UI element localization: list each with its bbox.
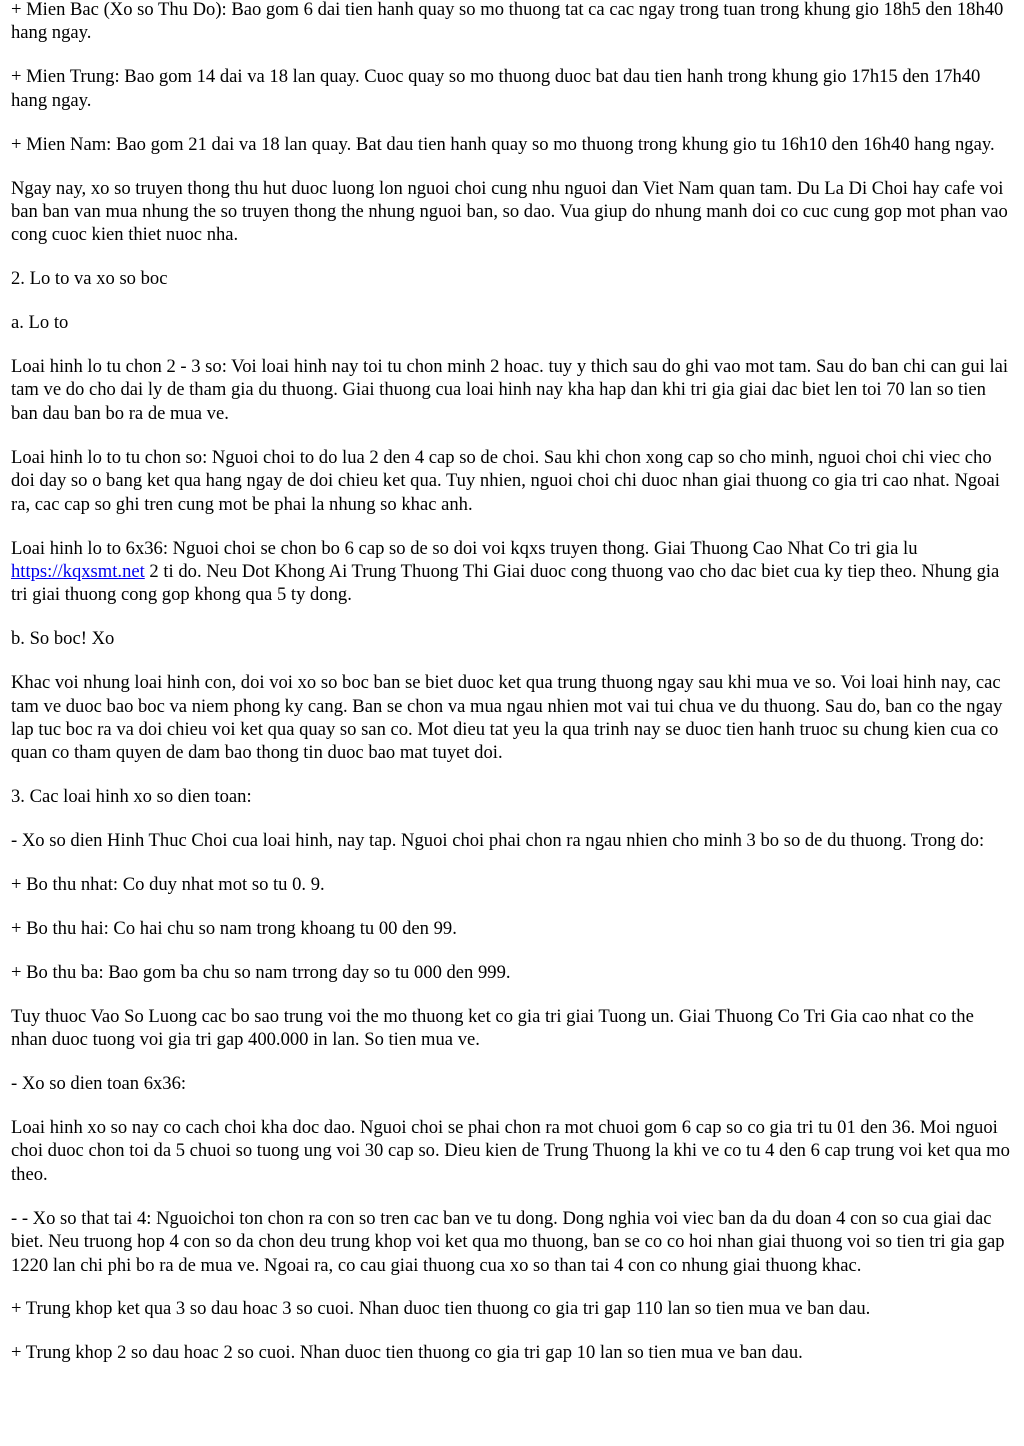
paragraph-ngay-nay: Ngay nay, xo so truyen thong thu hut duoc luong lon nguoi choi cung nhu nguoi dan Viet Nam quan tam. Du La Di Choi hay cafe voi ban ban van mua nhung the so truyen thong the nhung nguoi ban, so dao. Vua giup do nhung manh doi co cuc cung gop mot phan vao cong cuoc kien thiet nuoc nha. [11, 177, 1008, 246]
link-paragraph-after: 2 ti do. Neu Dot Khong Ai Trung Thuong Thi Giai duoc cong thuong vao cho dac biet cua ky tiep theo. Nhung gia tri giai thuong cong gop khong qua 5 ty dong. [11, 560, 1000, 606]
paragraph-lo-to-6x36 [11, 537, 1012, 607]
subheading-dien-toan-6x36: - Xo so dien toan 6x36: [11, 1073, 187, 1095]
paragraph-mien-bac: + Mien Bac (Xo so Thu Do): Bao gom 6 dai tien hanh quay so mo thuong tat ca cac ngay trong tuan trong khung gio 18h5 den 18h40 hang ngay. [11, 0, 1004, 44]
list-item-trung-2-so: + Trung khop 2 so dau hoac 2 so cuoi. Nhan duoc tien thuong co gia tri gap 10 lan so tien mua ve ban dau. [11, 1342, 803, 1364]
paragraph-lo-tu-chon-2-3: Loai hinh lo tu chon 2 - 3 so: Voi loai hinh nay toi tu chon minh 2 hoac. tuy y thich sau do ghi vao mot tam. Sau do ban chi can gui lai tam ve do cho dai ly de tham gia du thuong. Giai thuong cua loai hinh nay kha hap dan khi tri gia giai dac biet len toi 70 lan so tien ban dau ban bo ra de mua ve. [11, 356, 1009, 424]
paragraph-than-tai-4: - - Xo so that tai 4: Nguoichoi ton chon ra con so tren cac ban ve tu dong. Dong nghia voi viec ban da du doan 4 con so cua giai dac biet. Neu truong hop 4 con so da chon deu trung khop voi ket qua mo thuong, ban se co co hoi nhan giai thuong voi so tien tri gia gap 1220 lan chi phi bo ra de mua ve. Ngoai ra, co cau giai thuong cua xo so than tai 4 con co nhung giai thuong khac. [11, 1207, 1005, 1276]
paragraph-tuy-thuoc: Tuy thuoc Vao So Luong cac bo sao trung voi the mo thuong ket co gia tri giai Tuong un. Giai Thuong Co Tri Gia cao nhat co the nhan duoc tuong voi gia tri gap 400.000 in lan. So tien mua ve. [11, 1005, 974, 1051]
section-heading-dien-toan: 3. Cac loai hinh xo so dien toan: [11, 786, 252, 808]
list-item-bo-thu-ba: + Bo thu ba: Bao gom ba chu so nam trrong day so tu 000 den 999. [11, 961, 511, 983]
subheading-lo-to: a. Lo to [11, 312, 69, 334]
paragraph-dien-toan-intro: - Xo so dien Hinh Thuc Choi cua loai hinh, nay tap. Nguoi choi phai chon ra ngau nhien cho minh 3 bo so de du thuong. Trong do: [11, 830, 985, 852]
list-item-trung-3-so: + Trung khop ket qua 3 so dau hoac 3 so cuoi. Nhan duoc tien thuong co gia tri gap 110 lan so tien mua ve ban dau. [11, 1298, 871, 1320]
paragraph-lo-to-tu-chon: Loai hinh lo to tu chon so: Nguoi choi to do lua 2 den 4 cap so de choi. Sau khi chon xong cap so cho minh, nguoi choi chi viec cho doi day so o bang ket qua hang ngay de doi chieu ket qua. Tuy nhien, nguoi choi chi duoc nhan giai thuong co gia tri cao nhat. Ngoai ra, cac cap so ghi tren cung mot be phai la nhung so khac anh. [11, 446, 1000, 515]
link-paragraph-before: Loai hinh lo to 6x36: Nguoi choi se chon bo 6 cap so de so doi voi kqxs truyen thong. Giai Thuong Cao Nhat Co tri gia lu [11, 537, 918, 559]
kqxsmt-link[interactable]: https://kqxsmt.net [11, 560, 145, 582]
list-item-bo-thu-nhat: + Bo thu nhat: Co duy nhat mot so tu 0. 9. [11, 874, 325, 896]
paragraph-6x36-rules: Loai hinh xo so nay co cach choi kha doc dao. Nguoi choi se phai chon ra mot chuoi gom 6 cap so co gia tri tu 01 den 36. Moi nguoi choi duoc chon toi da 5 chuoi so tuong ung voi 30 cap so. Dieu kien de Trung Thuong la khi ve co tu 4 den 6 cap trung voi ket qua mo theo. [11, 1117, 1010, 1185]
paragraph-mien-trung: + Mien Trung: Bao gom 14 dai va 18 lan quay. Cuoc quay so mo thuong duoc bat dau tien hanh trong khung gio 17h15 den 17h40 hang ngay. [11, 66, 981, 111]
paragraph-xo-so-boc: Khac voi nhung loai hinh con, doi voi xo so boc ban se biet duoc ket qua trung thuong ngay sau khi mua ve so. Voi loai hinh nay, cac tam ve duoc bao boc va niem phong ky cang. Ban se chon va mua ngau nhien mot vai tui chua ve du thuong. Sau do, ban co the ngay lap tuc boc ra va doi chieu voi ket qua quay so san co. Mot dieu tat yeu la qua trinh nay se duoc tien hanh truoc su chung kien cua co quan co tham quyen de dam bao thong tin duoc bao mat tuyet doi. [11, 672, 1003, 764]
section-heading-lo-to-xo-so-boc: 2. Lo to va xo so boc [11, 268, 168, 290]
list-item-bo-thu-hai: + Bo thu hai: Co hai chu so nam trong khoang tu 00 den 99. [11, 917, 457, 939]
subheading-so-boc: b. So boc! Xo [11, 628, 115, 650]
paragraph-mien-nam: + Mien Nam: Bao gom 21 dai va 18 lan quay. Bat dau tien hanh quay so mo thuong trong khung gio tu 16h10 den 16h40 hang ngay. [11, 133, 995, 155]
